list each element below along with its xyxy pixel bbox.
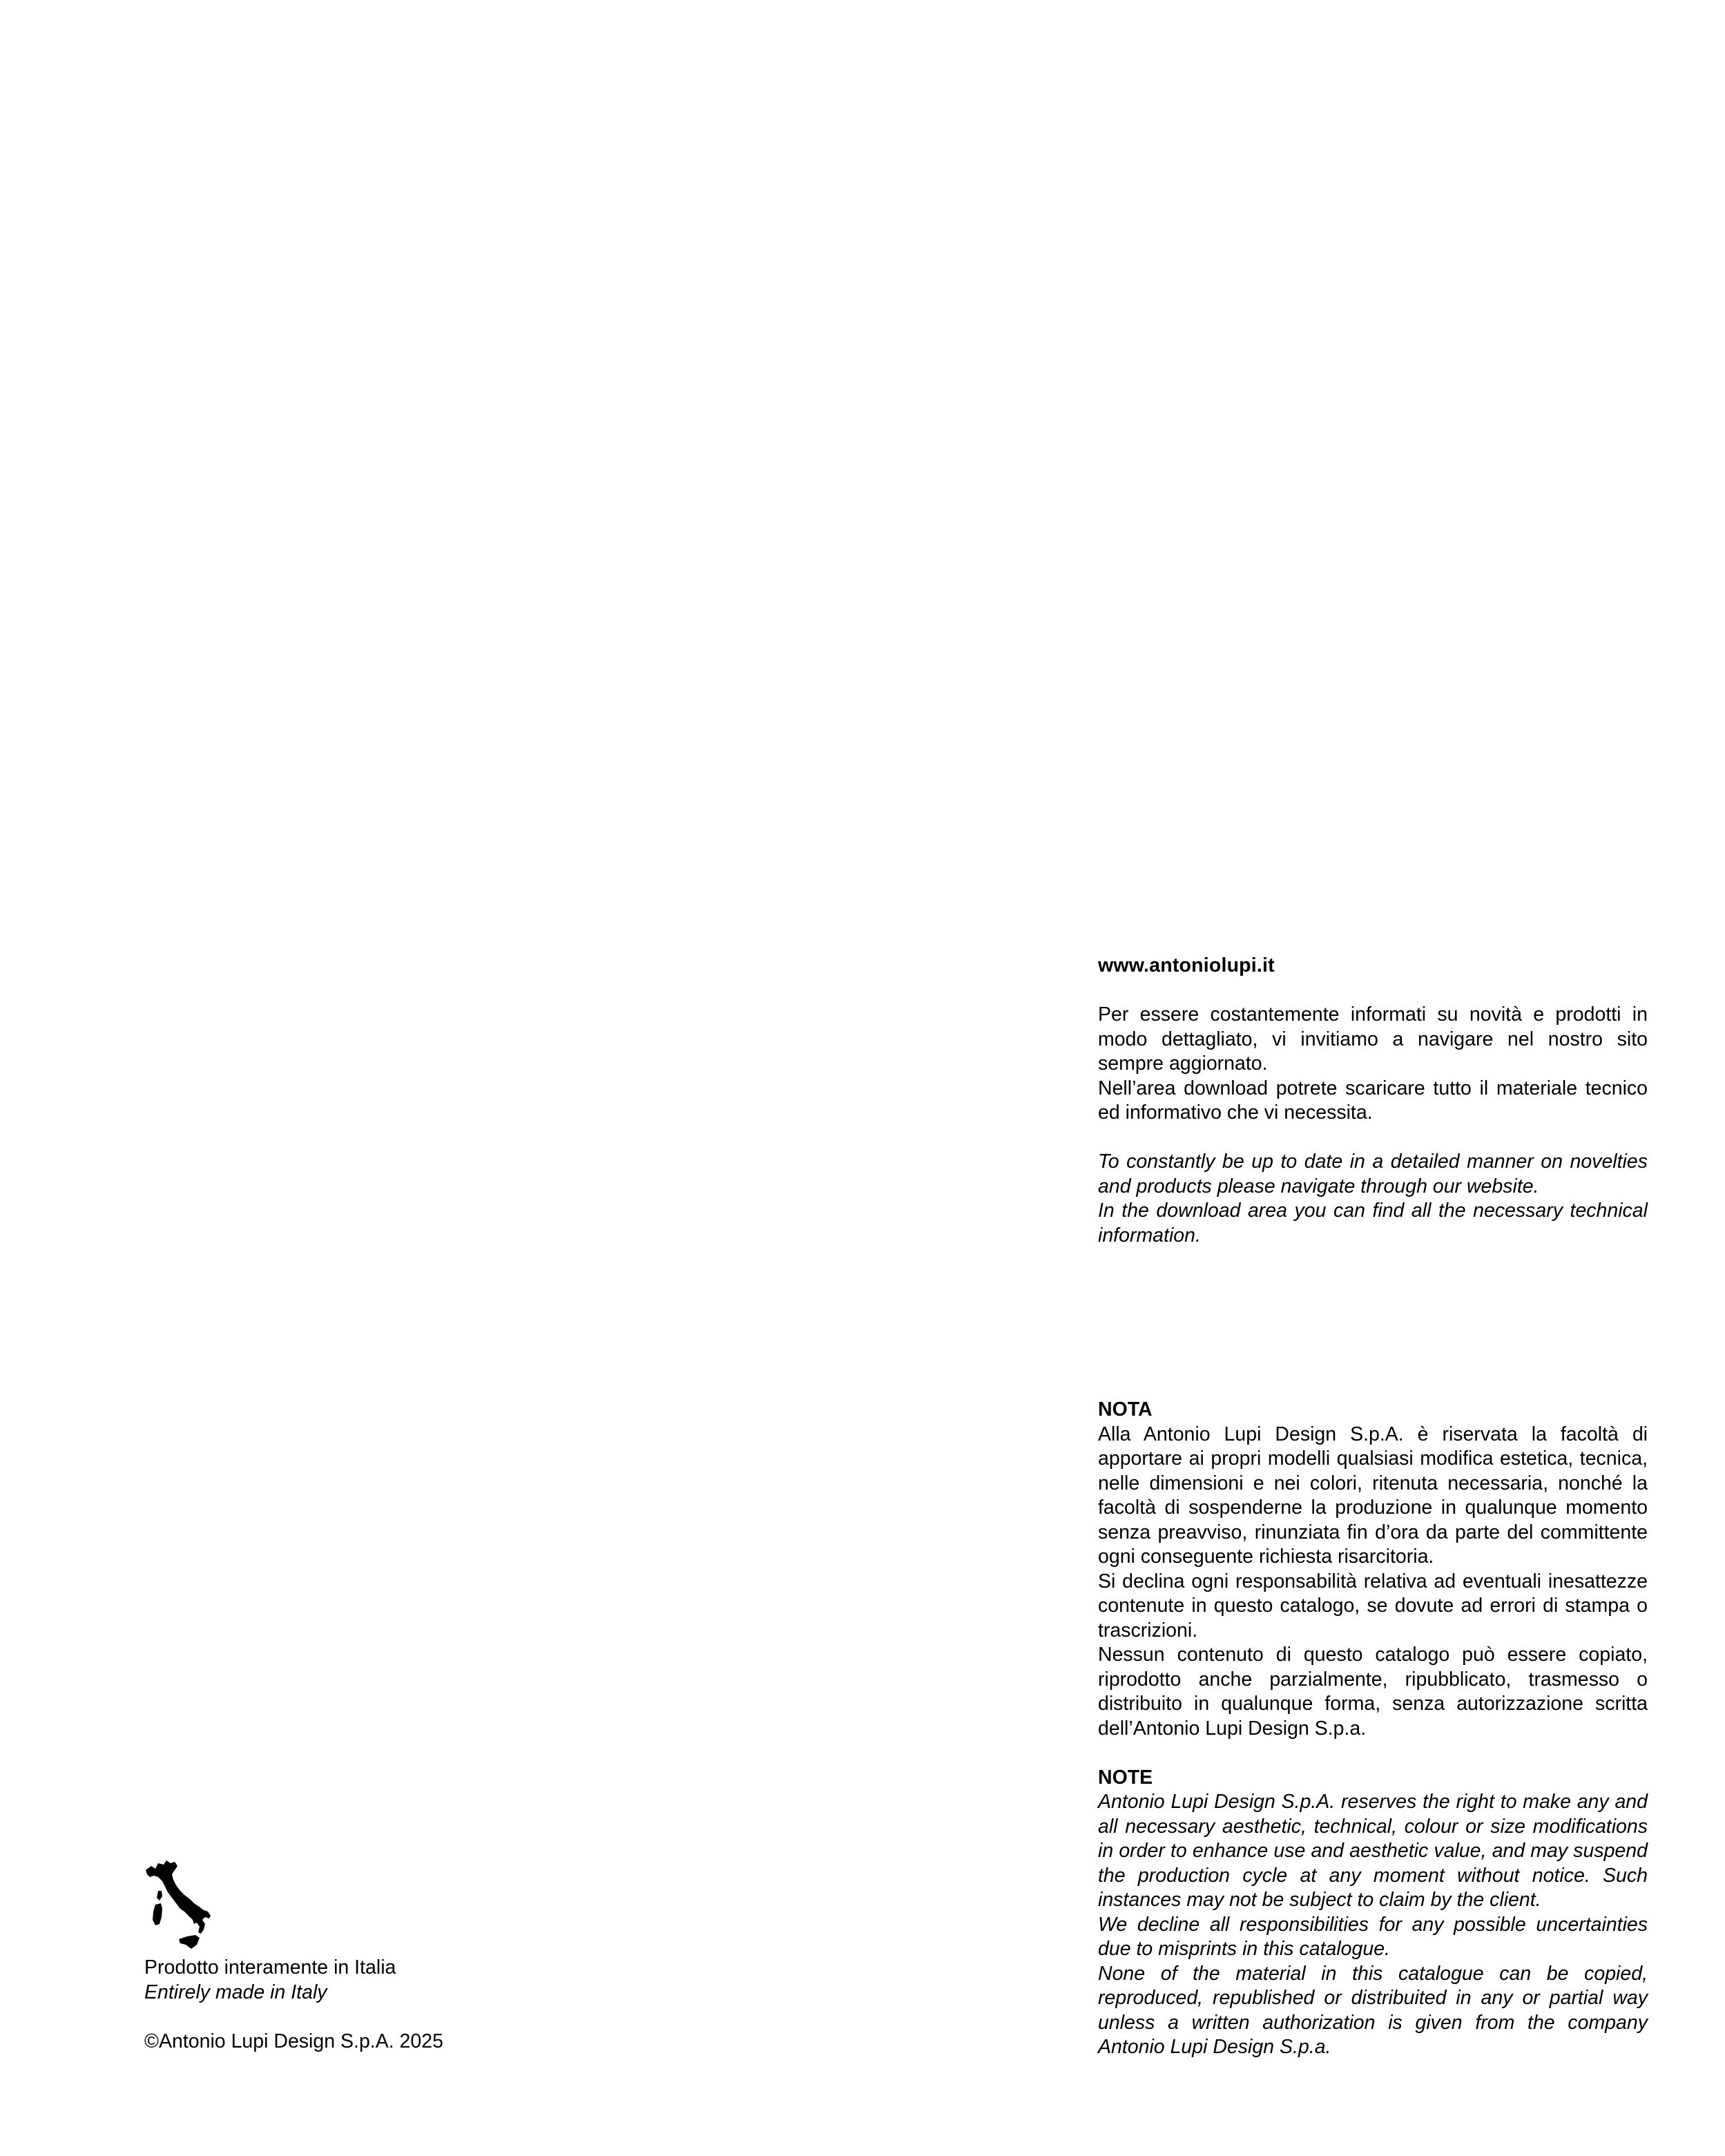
note-paragraph-2: We decline all responsibilities for any possible uncertainties due to misprints in this catalogue. bbox=[1098, 1913, 1648, 1960]
copyright-text: ©Antonio Lupi Design S.p.A. 2025 bbox=[144, 2030, 443, 2052]
nota-paragraph-1: Alla Antonio Lupi Design S.p.A. è riservata la facoltà di apportare ai propri modelli qualsiasi modifica estetica, tecnica, nelle dimensioni e nei colori, ritenuta necessaria, nonché la facoltà di sospenderne la produzione in qualunque momento senza preavviso, rinunziata fin d’ora da parte del committente ogni conseguente richiesta risarcitoria. bbox=[1098, 1423, 1648, 1568]
spacer bbox=[144, 2005, 443, 2030]
note-paragraph-3: None of the material in this catalogue can be copied, reproduced, republished or distribuited in any or partial way unless a written authorization is given from the company Antonio Lupi Design S.p.a. bbox=[1098, 1962, 1648, 2058]
website-text-en-2: In the download area you can find all the necessary technical information. bbox=[1098, 1200, 1648, 1247]
nota-paragraph-2: Si declina ogni responsabilità relativa ad eventuali inesattezze contenute in questo catalogo, se dovute ad errori di stampa o trascrizioni. bbox=[1098, 1570, 1648, 1642]
spacer bbox=[1098, 1126, 1648, 1151]
note-paragraph-1: Antonio Lupi Design S.p.A. reserves the right to make any and all necessary aesthetic, technical, colour or size modifications in order to enhance use and aesthetic value, and may suspend the production cycle at any moment without notice. Such instances may not be subject to claim by the client. bbox=[1098, 1791, 1648, 1911]
nota-paragraph-3: Nessun contenuto di questo catalogo può essere copiato, riprodotto anche parzialmente, ripubblicato, trasmesso o distribuito in qualunque forma, senza autorizzazione scritta dell’Antonio Lupi Design S.p.a. bbox=[1098, 1644, 1648, 1740]
website-info-block bbox=[1098, 954, 1648, 1248]
note-heading: NOTE bbox=[1098, 1766, 1153, 1789]
website-url-link[interactable]: www.antoniolupi.it bbox=[1098, 954, 1275, 976]
website-text-en-1: To constantly be up to date in a detailed manner on novelties and products please navigate through our website. bbox=[1098, 1151, 1648, 1197]
italy-map-icon bbox=[144, 1860, 220, 1952]
website-text-it-1: Per essere costantemente informati su novità e prodotti in modo dettagliato, vi invitiamo a navigare nel nostro sito sempre aggiornato. bbox=[1098, 1003, 1648, 1075]
nota-heading: NOTA bbox=[1098, 1398, 1153, 1421]
made-in-italy-text: Prodotto interamente in Italia bbox=[144, 1956, 396, 1979]
made-in-italy-text-en: Entirely made in Italy bbox=[144, 1981, 327, 2003]
website-text-it-2: Nell’area download potrete scaricare tutto il materiale tecnico ed informativo che vi necessita. bbox=[1098, 1077, 1648, 1124]
spacer bbox=[1098, 1741, 1648, 1766]
legal-notes-block bbox=[1098, 1398, 1648, 2060]
made-in-italy-block bbox=[144, 1860, 443, 2054]
